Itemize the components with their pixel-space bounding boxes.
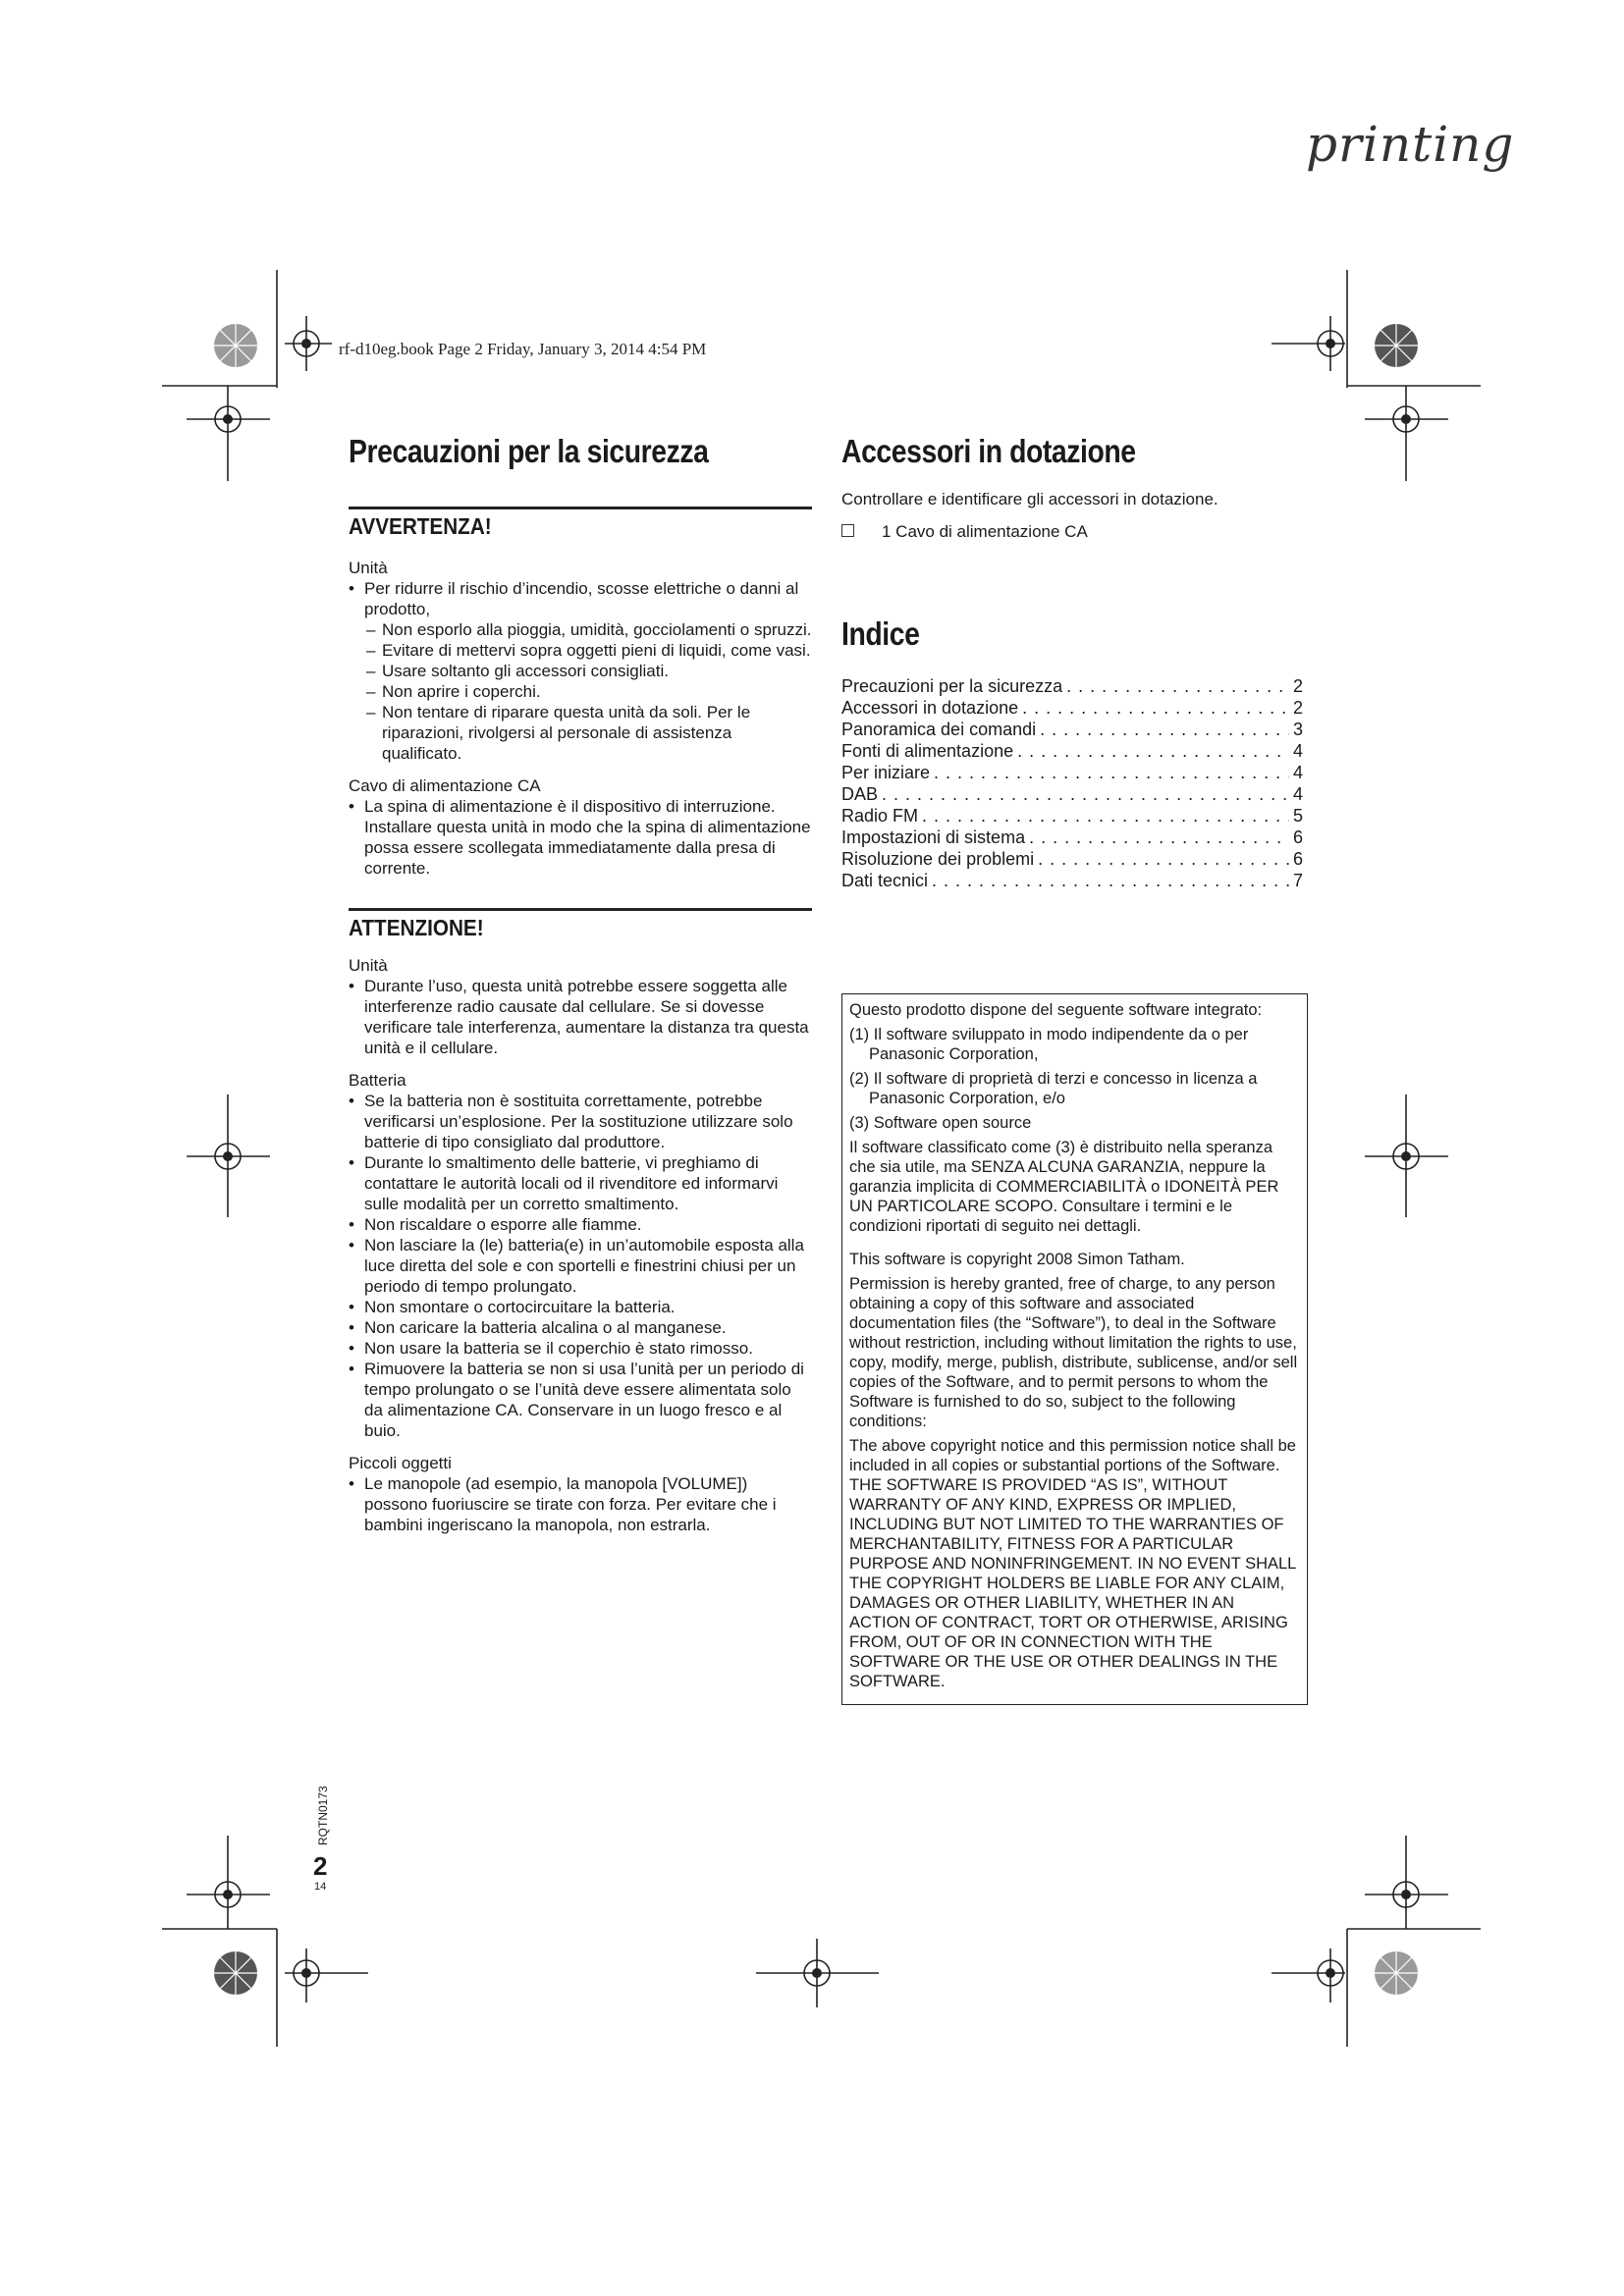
index-entry[interactable]: Per iniziare . . . 4: [841, 762, 1303, 783]
small-objects-bullet: • Le manopole (ad esempio, la manopola [VOLUME]) possono fuoriuscire se tirate con forza. Per evitare che i bambini ingeriscano la manopola, non estrarla.: [349, 1473, 812, 1535]
license-item: (3) Software open source: [849, 1114, 1032, 1132]
warning-unit-label: Unità: [349, 559, 388, 577]
brand-logo: printing: [1306, 116, 1515, 173]
caution-unit-label: Unità: [349, 956, 388, 975]
license-paragraph: THE SOFTWARE IS PROVIDED “AS IS”, WITHOUT WARRANTY OF ANY KIND, EXPRESS OR IMPLIED, INCLUDING BUT NOT LIMITED TO THE WARRANTIES OF MERCHANTABILITY, FITNESS FOR A PARTICULAR PURPOSE AND NONINFRINGEMENT. IN NO EVENT SHALL THE COPYRIGHT HOLDERS BE LIABLE FOR ANY CLAIM, DAMAGES OR OTHER LIABILITY, WHETHER IN AN ACTION OF CONTRACT, TORT OR OTHERWISE, ARISING FROM, OUT OF OR IN CONNECTION WITH THE SOFTWARE OR THE USE OR OTHER DEALINGS IN THE SOFTWARE.: [849, 1476, 1296, 1690]
caution-battery-label: Batteria: [349, 1071, 406, 1090]
license-paragraph: Permission is hereby granted, free of charge, to any person obtaining a copy of this software and associated documentation files (the “Software”), to deal in the Software without restriction, including without limitation the rights to use, copy, modify, merge, publish, distribute, sublicense, and/or sell copies of the Software, and to permit persons to whom the Software is furnished to do so, subject to the following conditions:: [849, 1275, 1298, 1430]
page-number: 2: [313, 1851, 328, 1881]
warning-dash: – Usare soltanto gli accessori consigliati.: [349, 661, 812, 681]
accessories-column: [841, 432, 1311, 891]
warning-dash: – Evitare di mettervi sopra oggetti pieni di liquidi, come vasi.: [349, 640, 812, 661]
battery-bullet: • Se la batteria non è sostituita correttamente, potrebbe verificarsi un’esplosione. Per la sostituzione utilizzare solo batterie di tipo consigliato dal produttore.: [349, 1091, 812, 1152]
license-paragraph: The above copyright notice and this permission notice shall be included in all copies or substantial portions of the Software.: [849, 1437, 1296, 1474]
warning-unit-bullet: • Per ridurre il rischio d’incendio, scosse elettriche o danni al prodotto,: [349, 578, 812, 619]
index-entry[interactable]: DAB . . . 4: [841, 783, 1303, 805]
page-subnumber: 14: [314, 1881, 327, 1893]
accessory-item: [841, 521, 1311, 542]
battery-bullet: • Non lasciare la (le) batteria(e) in un’automobile esposta alla luce diretta del sole e con sportelli e finestrini chiusi per un periodo di tempo prolungato.: [349, 1235, 812, 1297]
battery-bullet: • Rimuovere la batteria se non si usa l’unità per un periodo di tempo prolungato o se l’unità deve essere alimentata solo da alimentazione CA. Conservare in un luogo fresco e al buio.: [349, 1359, 812, 1441]
caution-heading: ATTENZIONE!: [349, 908, 812, 941]
doc-code: RQTN0173: [316, 1786, 330, 1845]
battery-bullet: • Non usare la batteria se il coperchio è stato rimosso.: [349, 1338, 812, 1359]
safety-column: [349, 432, 812, 1535]
safety-title: Precauzioni per la sicurezza: [349, 433, 709, 469]
index-entry[interactable]: Panoramica dei comandi . . . 3: [841, 719, 1303, 740]
warning-heading: AVVERTENZA!: [349, 507, 812, 540]
battery-bullet: • Non smontare o cortocircuitare la batteria.: [349, 1297, 812, 1317]
battery-bullet: • Durante lo smaltimento delle batterie, vi preghiamo di contattare le autorità locali od il rivenditore ed informarvi sulle modalità per un corretto smaltimento.: [349, 1152, 812, 1214]
accessories-intro: Controllare e identificare gli accessori in dotazione.: [841, 490, 1218, 508]
index-entry[interactable]: Impostazioni di sistema . . . 6: [841, 827, 1303, 848]
index-entry[interactable]: Radio FM . . . 5: [841, 805, 1303, 827]
checkbox-icon: [841, 524, 854, 537]
warning-cable-label: Cavo di alimentazione CA: [349, 776, 541, 795]
index-entry[interactable]: Accessori in dotazione . . . 2: [841, 697, 1303, 719]
index-entry[interactable]: Dati tecnici . . . 7: [841, 870, 1303, 891]
caution-small-label: Piccoli oggetti: [349, 1454, 452, 1472]
index-list: [841, 675, 1303, 891]
warning-dash: – Non esporlo alla pioggia, umidità, gocciolamenti o spruzzi.: [349, 619, 812, 640]
license-paragraph: This software is copyright 2008 Simon Tatham.: [849, 1251, 1185, 1268]
warning-cable-bullet: • La spina di alimentazione è il dispositivo di interruzione. Installare questa unità in modo che la spina di alimentazione possa essere scollegata immediatamente dalla presa di corrente.: [349, 796, 812, 879]
index-title: Indice: [841, 615, 920, 652]
battery-bullet: • Non riscaldare o esporre alle fiamme.: [349, 1214, 812, 1235]
accessory-item-label: 1 Cavo di alimentazione CA: [882, 522, 1088, 541]
index-entry[interactable]: Fonti di alimentazione . . . 4: [841, 740, 1303, 762]
license-item: (1) Il software sviluppato in modo indipendente da o per Panasonic Corporation,: [849, 1026, 1249, 1063]
software-license-box: [841, 993, 1308, 1705]
license-paragraph: Il software classificato come (3) è distribuito nella speranza che sia utile, ma SENZA ALCUNA GARANZIA, neppure la garanzia implicita di COMMERCIABILITÀ o IDONEITÀ PER UN PARTICOLARE SCOPO. Consultare i termini e le condizioni riportati di seguito nei dettagli.: [849, 1139, 1279, 1235]
warning-dash: – Non tentare di riparare questa unità da soli. Per le riparazioni, rivolgersi al personale di assistenza qualificato.: [349, 702, 812, 764]
warning-dash: – Non aprire i coperchi.: [349, 681, 812, 702]
index-entry[interactable]: Risoluzione dei problemi . . . 6: [841, 848, 1303, 870]
accessories-title: Accessori in dotazione: [841, 433, 1136, 469]
license-paragraph: Questo prodotto dispone del seguente software integrato:: [849, 1001, 1263, 1019]
caution-unit-bullet: • Durante l’uso, questa unità potrebbe essere soggetta alle interferenze radio causate dal cellulare. Se si dovesse verificare tale interferenza, aumentare la distanza tra questa unità e il cellulare.: [349, 976, 812, 1058]
index-entry[interactable]: Precauzioni per la sicurezza . . . 2: [841, 675, 1303, 697]
battery-bullet: • Non caricare la batteria alcalina o al manganese.: [349, 1317, 812, 1338]
license-item: (2) Il software di proprietà di terzi e concesso in licenza a Panasonic Corporation, e/o: [849, 1070, 1258, 1107]
book-info: rf-d10eg.book Page 2 Friday, January 3, 2014 4:54 PM: [339, 340, 707, 358]
